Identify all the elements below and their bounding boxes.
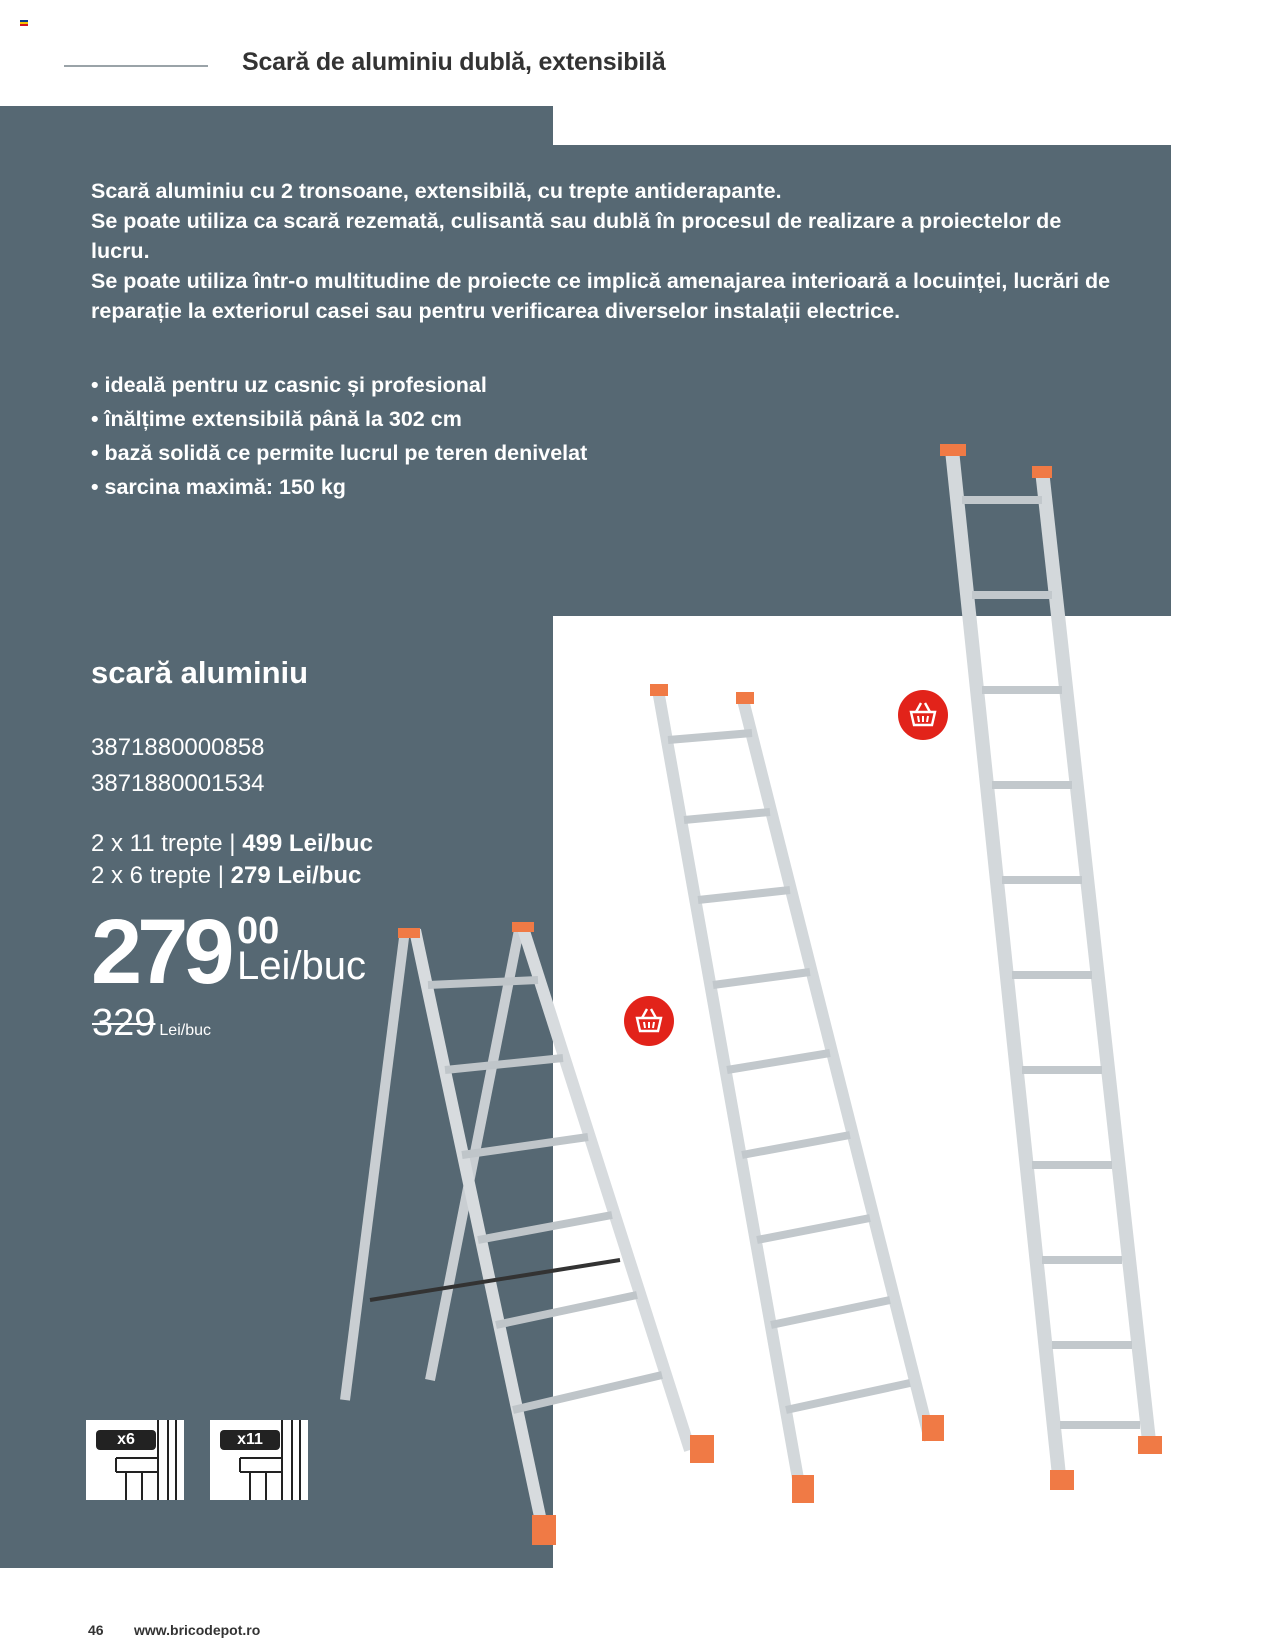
add-to-cart-icon[interactable] bbox=[898, 690, 948, 740]
old-price-unit: Lei/buc bbox=[159, 1022, 211, 1039]
page-title: Scară de aluminiu dublă, extensibilă bbox=[242, 48, 666, 76]
basket-icon bbox=[624, 996, 674, 1046]
extension-ladder-small bbox=[650, 684, 944, 1503]
steps-badge: x6 bbox=[96, 1430, 156, 1450]
add-to-cart-icon[interactable] bbox=[624, 996, 674, 1046]
description-paragraph: Se poate utiliza ca scară rezemată, culisantă sau dublă în procesul de realizare a proiectelor de lucru. bbox=[91, 209, 1062, 263]
extension-ladder-large bbox=[940, 444, 1162, 1490]
description-paragraph: Scară aluminiu cu 2 tronsoane, extensibilă, cu trepte antiderapante. bbox=[91, 179, 782, 203]
feature-item: • înălțime extensibilă până la 302 cm bbox=[91, 402, 587, 436]
price-integer: 279 bbox=[91, 901, 230, 1003]
product-code: 3871880000858 bbox=[91, 734, 265, 761]
variant-price: 499 Lei/buc bbox=[242, 830, 373, 857]
description-paragraph: Se poate utiliza într-o multitudine de proiecte ce implică amenajarea interioară a locuinței, lucrări de reparație la exteriorul casei sau pentru verificarea diverselor instalații electrice. bbox=[91, 269, 1111, 323]
feature-item: • sarcina maximă: 150 kg bbox=[91, 470, 587, 504]
feature-item: • ideală pentru uz casnic și profesional bbox=[91, 368, 587, 402]
basket-icon bbox=[898, 690, 948, 740]
feature-item: • bază solidă ce permite lucrul pe teren denivelat bbox=[91, 436, 587, 470]
page-number: 46 bbox=[88, 1622, 104, 1638]
variant-label: 2 x 11 trepte | bbox=[91, 830, 243, 857]
footer-url[interactable]: www.bricodepot.ro bbox=[134, 1622, 261, 1638]
price-cents: 00 bbox=[237, 910, 280, 952]
variant-label: 2 x 6 trepte | bbox=[91, 862, 231, 889]
old-price-value: 329 bbox=[92, 1002, 156, 1044]
product-name: scară aluminiu bbox=[91, 655, 309, 690]
steps-6-icon bbox=[86, 1420, 184, 1500]
steps-badge: x11 bbox=[220, 1430, 280, 1450]
price-unit: Lei/buc bbox=[237, 944, 366, 988]
product-code: 3871880001534 bbox=[91, 770, 265, 797]
variant-price: 279 Lei/buc bbox=[230, 862, 362, 889]
steps-11-icon bbox=[210, 1420, 308, 1500]
